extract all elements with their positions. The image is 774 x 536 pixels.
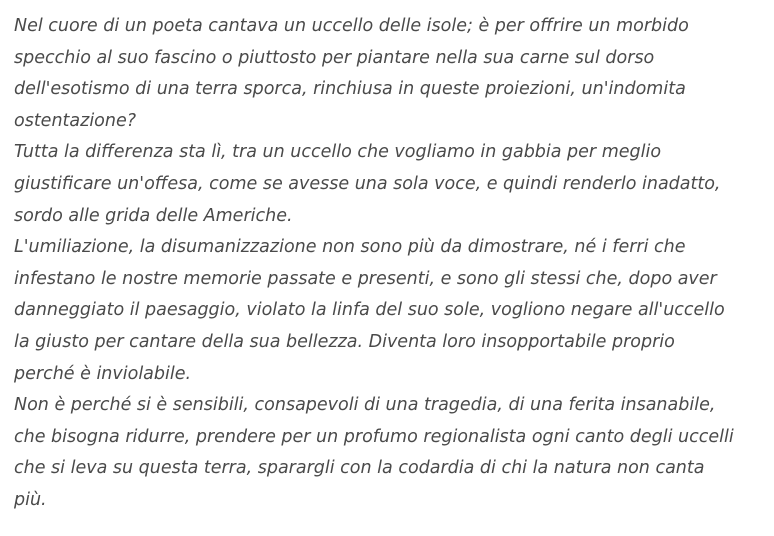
text-line: dell'esotismo di una terra sporca, rinchiusa in queste proiezioni, un'indomita [14,79,686,100]
text-line: perché è inviolabile. [14,363,192,384]
text-line: specchio al suo fascino o piuttosto per piantare nella sua carne sul dorso [14,47,655,68]
text-line: che bisogna ridurre, prendere per un profumo regionalista ogni canto degli uccelli [14,426,734,447]
text-line: Nel cuore di un poeta cantava un uccello delle isole; è per offrire un morbido [14,16,689,36]
text-line: giustificare un'offesa, come se avesse una sola voce, e quindi renderlo inadatto, [14,173,721,194]
text-line: L'umiliazione, la disumanizzazione non sono più da dimostrare, né i ferri che [14,237,686,258]
text-line: più. [14,489,47,510]
text-line: la giusto per cantare della sua bellezza. Diventa loro insopportabile proprio [14,331,675,352]
text-line: che si leva su questa terra, sparargli con la codardia di chi la natura non canta [14,458,705,479]
text-line: Non è perché si è sensibili, consapevoli di una tragedia, di una ferita insanabile, [14,395,716,416]
text-line: sordo alle grida delle Americhe. [14,205,293,226]
text-line: infestano le nostre memorie passate e presenti, e sono gli stessi che, dopo aver [14,268,717,289]
poem-text-block [14,11,770,517]
text-line: danneggiato il paesaggio, violato la linfa del suo sole, vogliono negare all'uccello [14,300,725,321]
text-line: Tutta la differenza sta lì, tra un uccello che vogliamo in gabbia per meglio [14,142,662,163]
text-line: ostentazione? [14,110,137,131]
